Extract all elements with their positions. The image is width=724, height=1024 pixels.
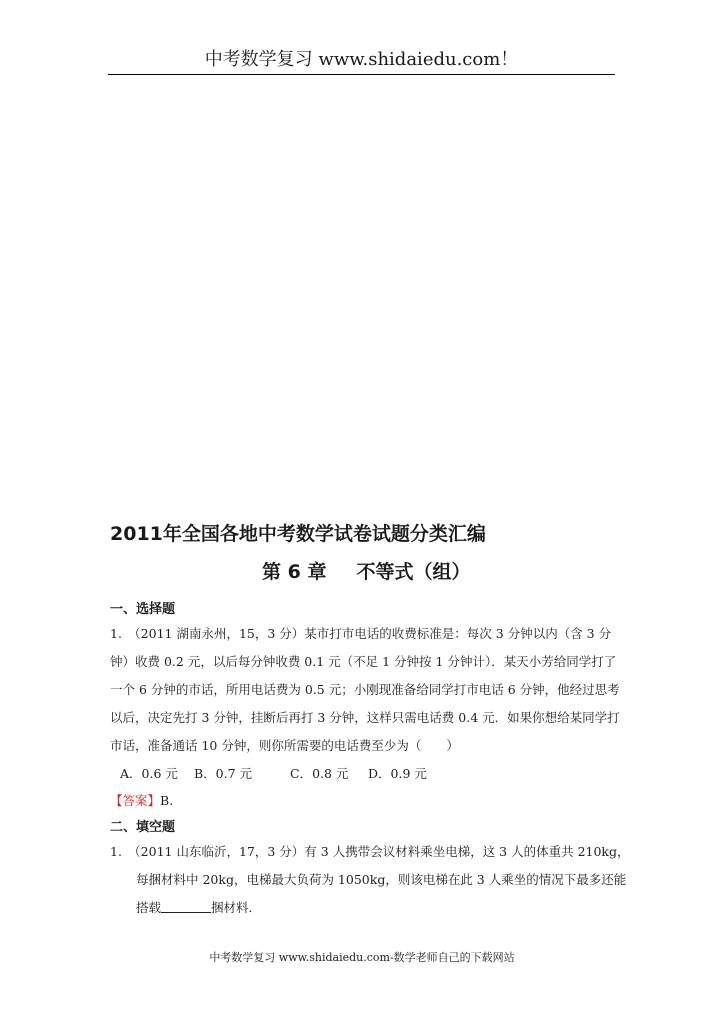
chapter-number: 第 6 章 <box>262 561 327 583</box>
answer-tag: 【答案】 <box>110 793 161 808</box>
question-line-suffix: 捆材料． <box>211 900 262 915</box>
footer-text: 中考数学复习 www.shidaiedu.com-数学老师自己的下载网站 <box>209 951 515 964</box>
chapter-heading <box>262 557 470 584</box>
chapter-title: 不等式（组） <box>356 561 471 583</box>
page-header <box>108 46 615 75</box>
question-line: 每捆材料中 20kg，电梯最大负荷为 1050kg，则该电梯在此 3 人乘坐的情况下最多还能 <box>136 872 627 887</box>
question-line-prefix: 搭载 <box>136 900 162 915</box>
document-title: 2011年全国各地中考数学试卷试题分类汇编 <box>110 523 486 545</box>
question-line: 1. （2011 湖南永州，15，3 分）某市打市电话的收费标准是：每次 3 分钟以内（含 3 分 <box>110 626 612 641</box>
question-line: 以后，决定先打 3 分钟，挂断后再打 3 分钟，这样只需电话费 0.4 元．如果你想给某同学打 <box>110 710 620 725</box>
page-footer <box>0 949 724 965</box>
question-line: 一个 6 分钟的市话，所用电话费为 0.5 元；小刚现准备给同学打市电话 6 分钟，他经过思考 <box>110 682 620 697</box>
question-line: 市话，准备通话 10 分钟，则你所需要的电话费至少为（ ） <box>110 738 459 753</box>
section-heading-fill-in: 二、填空题 <box>110 820 176 835</box>
header-text: 中考数学复习 www.shidaiedu.com！ <box>204 49 519 70</box>
question-line: 钟）收费 0.2 元，以后每分钟收费 0.1 元（不足 1 分钟按 1 分钟计）．某天小芳给同学打了 <box>110 654 617 669</box>
section-heading-multiple-choice: 一、选择题 <box>110 602 176 617</box>
question-line: 1. （2011 山东临沂，17，3 分）有 3 人携带会议材料乘坐电梯，这 3 人的体重共 210kg， <box>110 844 630 859</box>
option-c: C．0.8 元 <box>290 766 349 781</box>
option-a: A．0.6 元 <box>120 766 178 781</box>
option-d: D．0.9 元 <box>368 766 427 781</box>
answer-value: B. <box>160 793 174 808</box>
option-b: B．0.7 元 <box>194 766 253 781</box>
answer-options <box>120 764 427 782</box>
question-last-line <box>136 898 261 916</box>
answer-line <box>110 791 173 809</box>
answer-blank <box>161 900 211 913</box>
